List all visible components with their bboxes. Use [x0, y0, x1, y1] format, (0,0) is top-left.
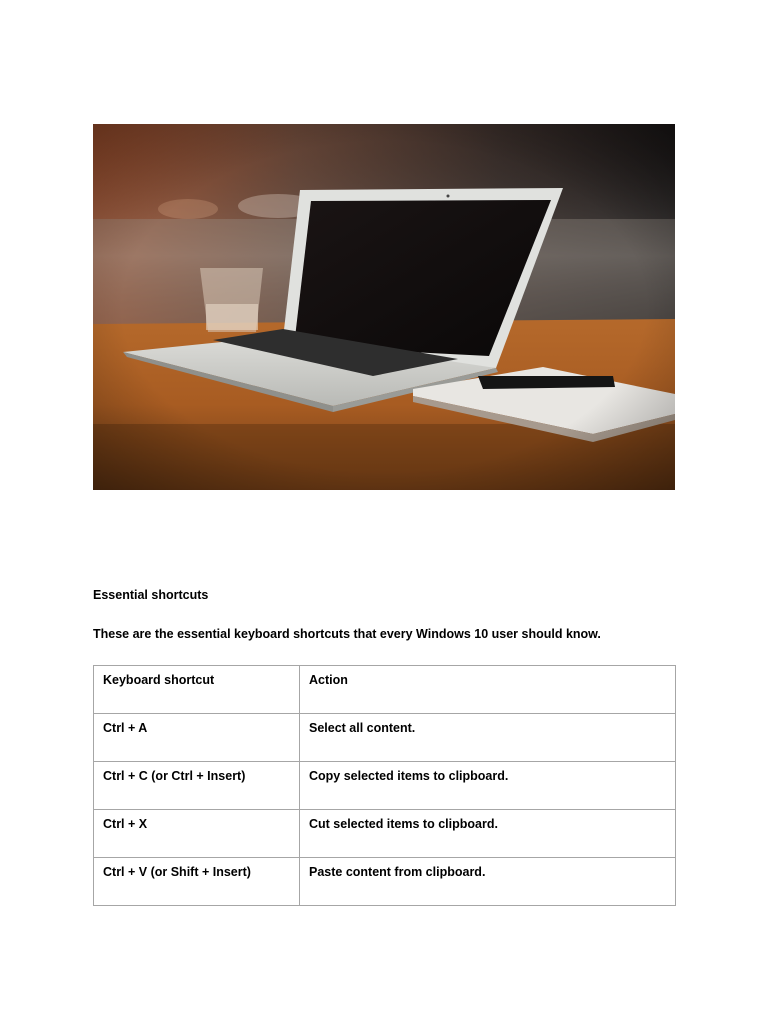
- table-row: [94, 810, 676, 858]
- section-heading: Essential shortcuts: [93, 588, 209, 602]
- intro-paragraph: These are the essential keyboard shortcuts that every Windows 10 user should know.: [93, 627, 601, 641]
- table-row: [94, 858, 676, 906]
- action-cell: Paste content from clipboard.: [300, 858, 676, 906]
- action-cell: Copy selected items to clipboard.: [300, 762, 676, 810]
- shortcut-cell: Ctrl + C (or Ctrl + Insert): [94, 762, 300, 810]
- table-row: [94, 762, 676, 810]
- action-cell: Cut selected items to clipboard.: [300, 810, 676, 858]
- shortcut-cell: Ctrl + X: [94, 810, 300, 858]
- table-row: [94, 714, 676, 762]
- shortcut-cell: Ctrl + A: [94, 714, 300, 762]
- header-cell-action: Action: [300, 666, 676, 714]
- shortcut-cell: Ctrl + V (or Shift + Insert): [94, 858, 300, 906]
- action-cell: Select all content.: [300, 714, 676, 762]
- header-cell-shortcut: Keyboard shortcut: [94, 666, 300, 714]
- shortcut-table: [93, 665, 676, 906]
- table-header-row: [94, 666, 676, 714]
- laptop-photo: [93, 124, 675, 490]
